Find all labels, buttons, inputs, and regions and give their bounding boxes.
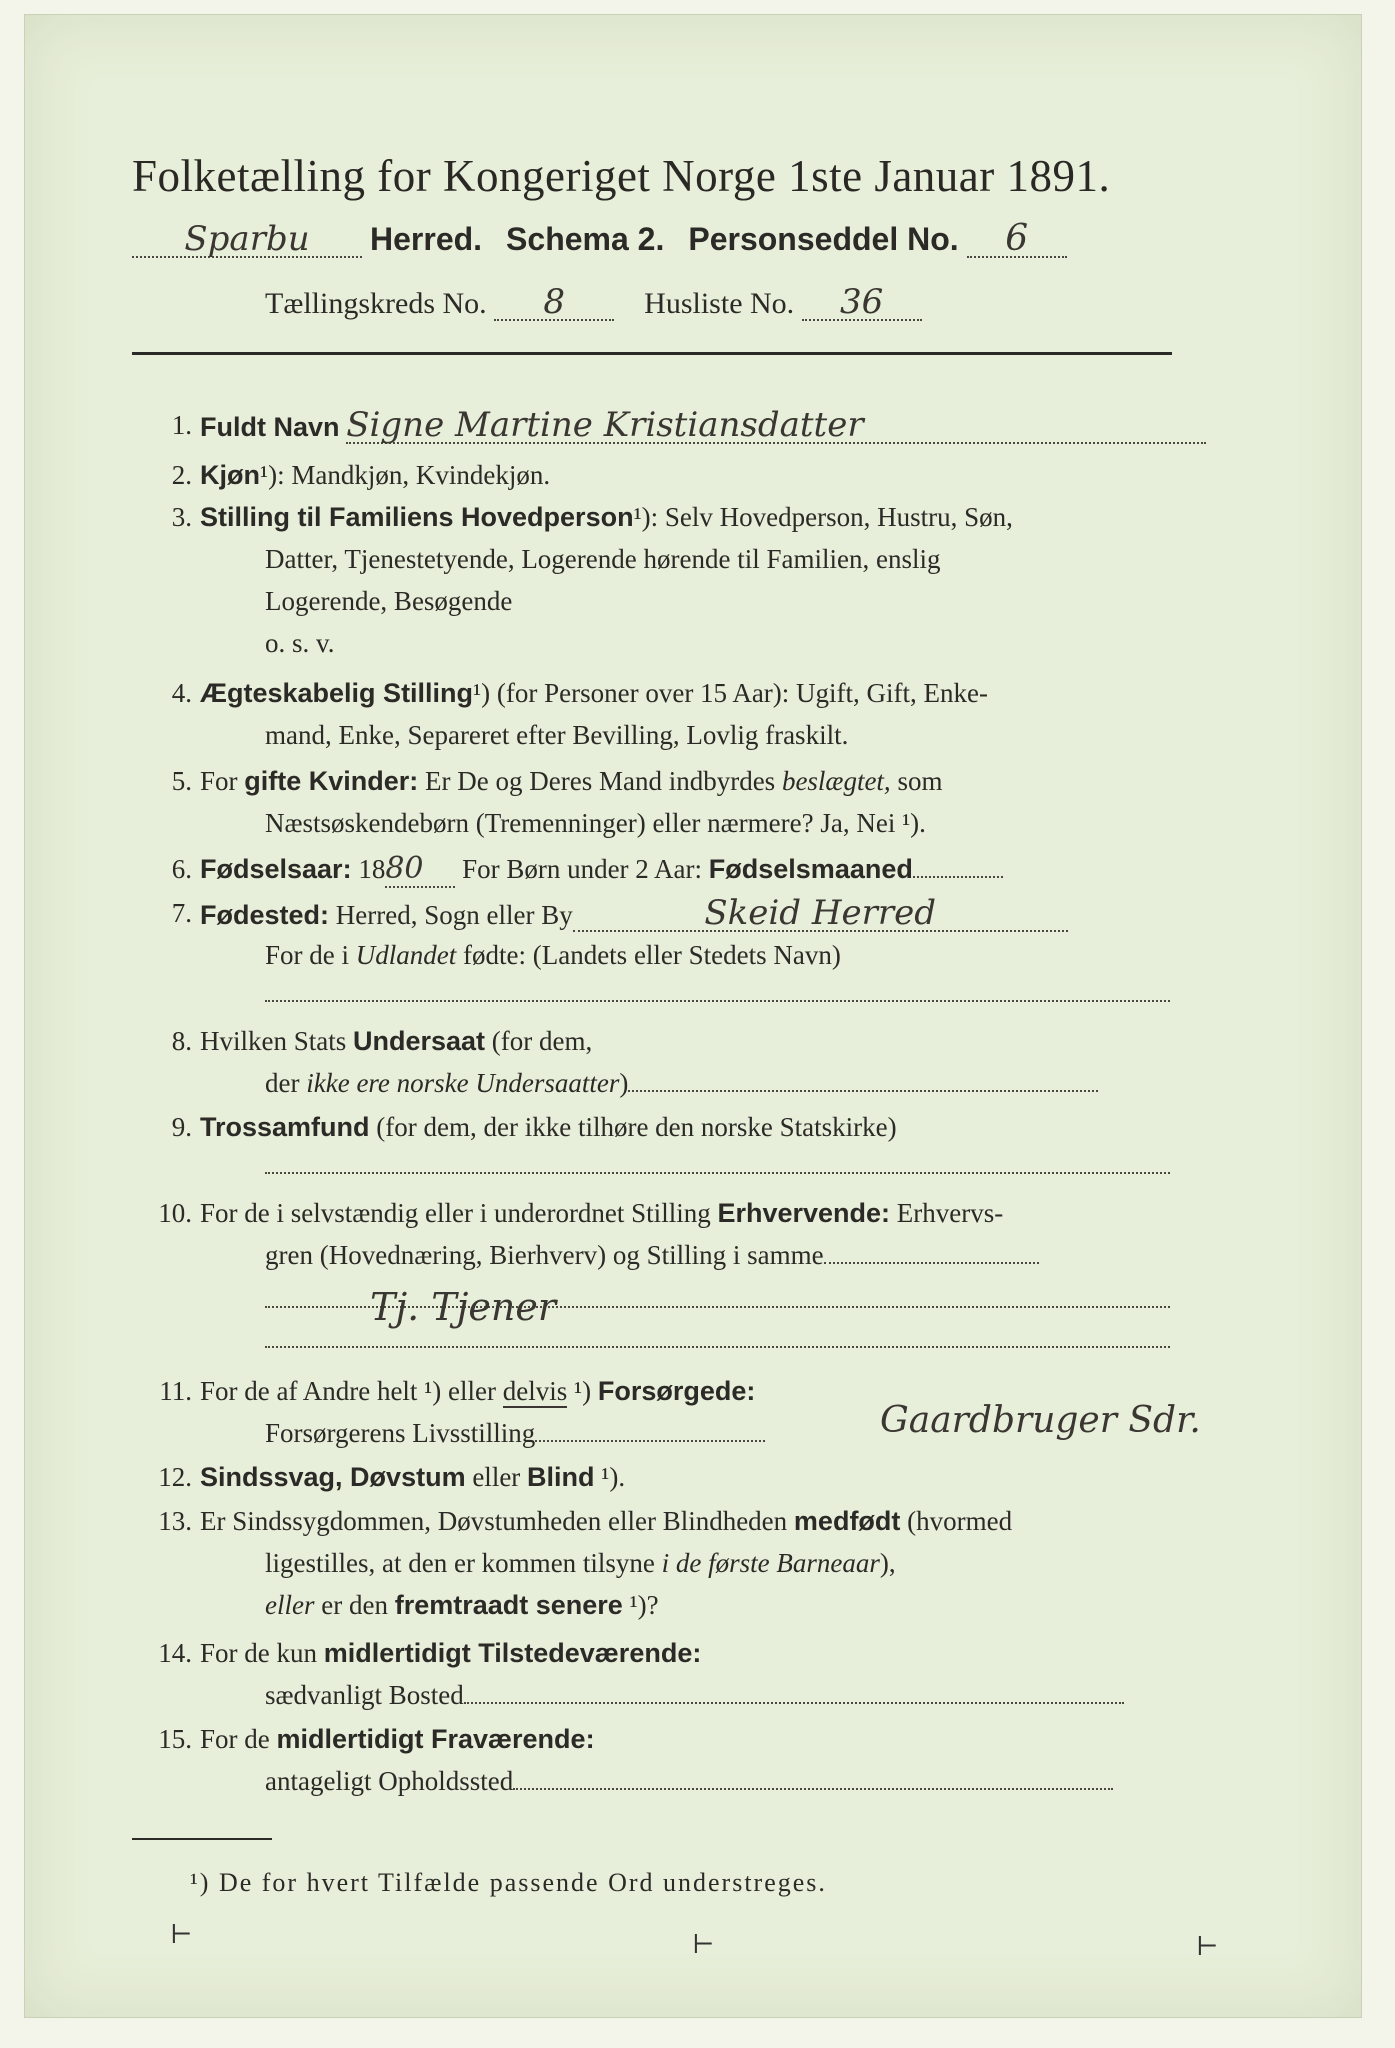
blank-line (265, 1000, 1170, 1002)
schema-label: Schema 2. (506, 221, 665, 257)
item-italic: ikke ere norske Undersaatter (306, 1068, 620, 1098)
item-13-line3 (265, 1588, 659, 1622)
item-8-line2 (265, 1066, 1098, 1100)
item-text: Forsørgerens Livsstilling (265, 1418, 536, 1448)
item-number: 9. (171, 1112, 192, 1142)
item-number: 10. (158, 1198, 192, 1228)
herred-line (132, 218, 1067, 259)
item-label: Erhvervende: (717, 1198, 891, 1228)
item-text: ¹): Selv Hovedperson, Hustru, Søn, (633, 502, 1013, 532)
pencil-mark: ⊢ (1196, 1932, 1219, 1961)
item-number: 14. (158, 1638, 192, 1668)
item-label: Undersaat (353, 1026, 486, 1056)
occupation-value: Tj. Tjener (370, 1285, 557, 1329)
item-value: Signe Martine Kristiansdatter (346, 408, 1206, 444)
kreds-line (265, 282, 922, 322)
item-text: For de kun (200, 1638, 324, 1668)
item-13-line2 (265, 1546, 896, 1580)
item-text: gren (Hovednæring, Bierhverv) og Stilling i samme (265, 1240, 824, 1270)
item-label: gifte Kvinder: (244, 766, 419, 796)
pencil-mark: ⊢ (692, 1930, 715, 1959)
item-text: (for dem, der ikke tilhøre den norske Statskirke) (369, 1112, 897, 1142)
item-text: (hvormed (900, 1506, 1013, 1536)
item-label: Stilling til Familiens Hovedperson (200, 502, 634, 532)
item-number: 11. (159, 1376, 192, 1406)
birth-year-value: 80 (385, 852, 455, 888)
husliste-label: Husliste No. (644, 287, 795, 320)
item-text: ), (879, 1548, 896, 1578)
item-label: Kjøn (200, 460, 260, 490)
item-number: 5. (171, 766, 192, 796)
husliste-value: 36 (802, 285, 922, 321)
item-label: midlertidigt Tilstedeværende: (323, 1638, 702, 1668)
form-title: Folketælling for Kongeriget Norge 1ste Januar 1891. (132, 151, 1111, 201)
header-rule (132, 352, 1172, 355)
item-text: er den (314, 1590, 395, 1620)
blank-line (265, 1346, 1170, 1348)
item-text: For de i selvstændig eller i underordnet Stilling (200, 1198, 718, 1228)
item-text: sædvanligt Bosted (265, 1680, 464, 1710)
birthplace-value: Skeid Herred (573, 896, 1068, 932)
item-number: 4. (171, 678, 192, 708)
item-3-line3: Logerende, Besøgende (265, 586, 513, 616)
item-text: ¹) (for Personer over 15 Aar): Ugift, Gift, Enke- (473, 678, 988, 708)
item-label: medfødt (793, 1506, 901, 1536)
item-label: Sindssvag, Døvstum (200, 1462, 466, 1492)
item-number: 7. (171, 898, 192, 928)
item-text: For de (200, 1724, 277, 1754)
item-number: 12. (158, 1462, 192, 1492)
item-15-line2 (265, 1764, 1113, 1798)
item-11-line2 (265, 1416, 765, 1450)
item-text: ) (619, 1068, 629, 1098)
footnote-rule (132, 1838, 272, 1840)
item-3-line2: Datter, Tjenestetyende, Logerende hørende til Familien, enslig (265, 544, 941, 574)
item-3-line4: o. s. v. (265, 628, 335, 658)
item-label: Fødested: (200, 900, 330, 930)
item-10-line2 (265, 1238, 1039, 1272)
item-number: 6. (171, 854, 192, 884)
item-text: ¹)? (622, 1590, 659, 1620)
item-4-line2: mand, Enke, Separeret efter Bevilling, Lovlig fraskilt. (265, 720, 849, 750)
item-5-line2: Næstsøskendebørn (Tremenninger) eller nærmere? Ja, Nei ¹). (265, 808, 926, 838)
personseddel-value: 6 (967, 222, 1067, 258)
item-label: Forsørgede: (597, 1376, 756, 1406)
item-text: For (200, 766, 245, 796)
herred-value: Sparbu (132, 222, 362, 258)
item-text: Erhvervs- (890, 1198, 1004, 1228)
item-underlined: delvis (502, 1376, 568, 1406)
item-label: fremtraadt senere (394, 1590, 623, 1620)
item-label: Blind (527, 1462, 595, 1492)
item-text: ¹). (594, 1462, 626, 1492)
item-text: For Børn under 2 Aar: (455, 854, 709, 884)
item-number: 8. (171, 1026, 192, 1056)
item-number: 15. (158, 1724, 192, 1754)
item-text: (for dem, (485, 1026, 593, 1056)
supporter-value: Gaardbruger Sdr. (880, 1400, 1201, 1441)
item-italic: eller (265, 1590, 315, 1620)
item-text: ¹) (567, 1376, 598, 1406)
item-italic: Udlandet (355, 940, 457, 970)
blank-line (265, 1172, 1170, 1174)
item-number: 3. (171, 502, 192, 532)
item-text: der (265, 1068, 307, 1098)
item-italic: i de første Barneaar (661, 1548, 880, 1578)
item-number: 13. (158, 1506, 192, 1536)
item-text: Er Sindssygdommen, Døvstumheden eller Blindheden (200, 1506, 794, 1536)
personseddel-label: Personseddel No. (688, 221, 959, 257)
item-text: antageligt Opholdssted (265, 1766, 514, 1796)
item-text: Er De og Deres Mand indbyrdes (418, 766, 782, 796)
item-label: Fødselsaar: (200, 854, 352, 884)
item-text: fødte: (Landets eller Stedets Navn) (456, 940, 841, 970)
item-label: Fødselsmaaned (708, 854, 913, 884)
item-text: 18 (351, 854, 386, 884)
herred-label: Herred. (370, 221, 483, 257)
item-text: eller (465, 1462, 528, 1492)
pencil-mark: ⊢ (170, 1920, 193, 1949)
item-text: ¹): Mandkjøn, Kvindekjøn. (260, 460, 551, 490)
item-number: 1. (171, 410, 192, 440)
item-text: ligestilles, at den er kommen tilsyne (265, 1548, 662, 1578)
kreds-label: Tællingskreds No. (265, 287, 487, 320)
item-7-line2 (265, 938, 841, 972)
item-label: Fuldt Navn (200, 412, 340, 442)
item-text: For de i (265, 940, 356, 970)
item-label: Ægteskabelig Stilling (200, 678, 474, 708)
item-label: midlertidigt Fraværende: (276, 1724, 595, 1754)
item-number: 2. (171, 460, 192, 490)
item-label: Trossamfund (200, 1112, 370, 1142)
kreds-value: 8 (494, 285, 614, 321)
item-text: som (890, 766, 943, 796)
item-text: For de af Andre helt ¹) eller (200, 1376, 503, 1406)
item-italic: beslægtet, (781, 766, 891, 796)
footnote: ¹) De for hvert Tilfælde passende Ord understreges. (190, 1868, 827, 1897)
item-text: Herred, Sogn eller By (329, 900, 573, 930)
item-14-line2 (265, 1678, 1124, 1712)
item-text: Hvilken Stats (200, 1026, 353, 1056)
